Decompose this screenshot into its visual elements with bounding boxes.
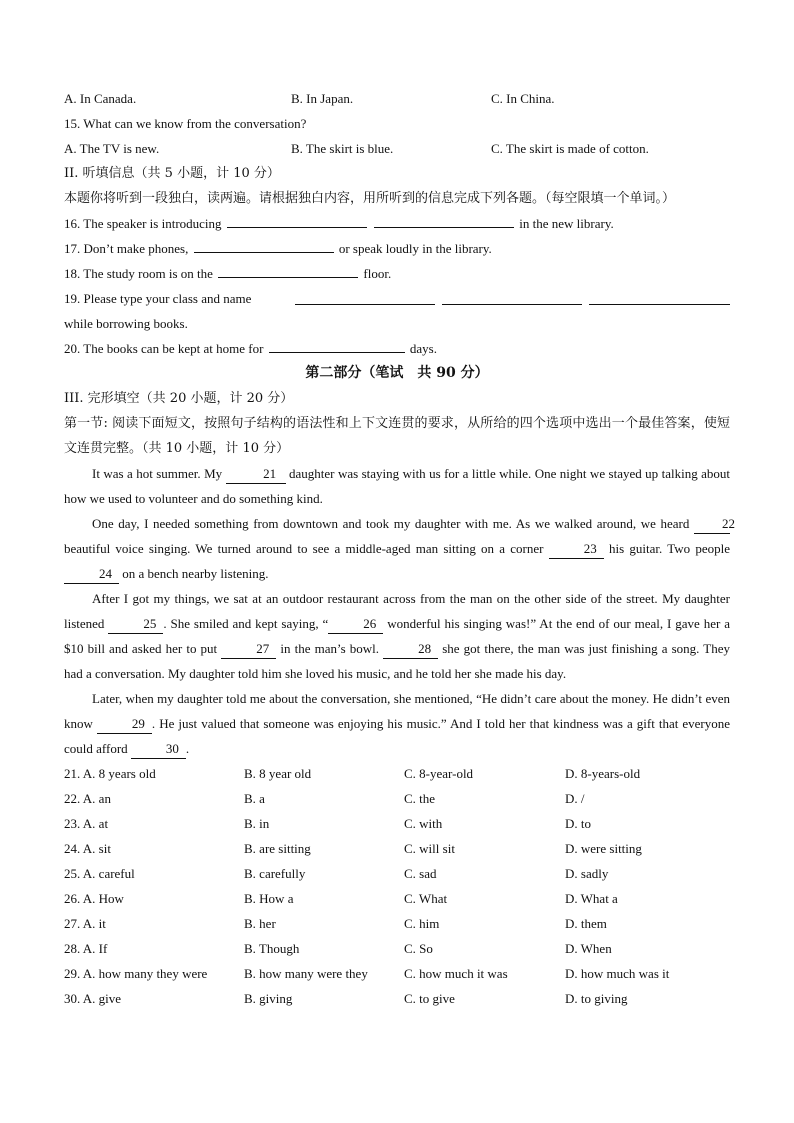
choice-row: 25. A. careful B. carefully C. sad D. sadly [64, 866, 609, 881]
question-16: 16. The speaker is introducing in the new library. [64, 211, 730, 236]
question-19-cont: while borrowing books. [64, 316, 188, 331]
choice-row: 23. A. at B. in C. with D. to [64, 816, 591, 831]
passage-paragraph-2: One day, I needed something from downtown and took my daughter with me. As we walked around, we heard 22 beautiful voice singing. We turned around to see a middle-aged man sitting on a corner 23 his guitar. Two people 24 on a bench nearby listening. [64, 511, 730, 586]
answer-blank [194, 238, 334, 253]
answer-blank [589, 290, 730, 305]
section-3-instructions: 第一节: 阅读下面短文，按照句子结构的语法性和上下文连贯的要求，从所给的四个选项中选出一个最佳答案，使短文连贯完整。（共 10 小题，计 10 分） [64, 416, 730, 456]
part-2-title: 第二部分（笔试 共 90 分） [305, 365, 489, 381]
q15-options [64, 136, 730, 161]
option-a: A. The TV is new. [64, 141, 160, 156]
blank-25: 25 [108, 615, 163, 634]
question-17: 17. Don’t make phones, or speak loudly in the library. [64, 236, 730, 261]
option-c: C. The skirt is made of cotton. [491, 141, 649, 156]
answer-blank [218, 263, 358, 278]
blank-23: 23 [549, 540, 604, 559]
question-15: 15. What can we know from the conversation? [64, 116, 307, 131]
blank-21: 21 [226, 465, 286, 484]
question-18: 18. The study room is on the floor. [64, 261, 730, 286]
blank-29: 29 [97, 715, 152, 734]
option-b: B. In Japan. [291, 91, 354, 106]
option-b: B. The skirt is blue. [291, 141, 394, 156]
choice-row: 22. A. an B. a C. the D. / [64, 791, 585, 806]
option-c: C. In China. [491, 91, 555, 106]
choice-row: 29. A. how many they were B. how many were they C. how much it was D. how much was it [64, 966, 670, 981]
choices-list [64, 761, 730, 1011]
answer-blank [442, 290, 582, 305]
question-19: 19. Please type your class and name [64, 286, 730, 311]
passage-paragraph-4: Later, when my daughter told me about the conversation, she mentioned, “He didn’t care about the money. He didn’t even know 29 . He just valued that someone was enjoying his music.” And I told her that kindness was a gift that everyone could afford 30 . [64, 686, 730, 761]
choice-row: 27. A. it B. her C. him D. them [64, 916, 607, 931]
passage-paragraph-1: It was a hot summer. My 21 daughter was staying with us for a little while. One night we stayed up talking about how we used to volunteer and do something kind. [64, 466, 731, 506]
choice-row: 26. A. How B. How a C. What D. What a [64, 891, 618, 906]
section-2-instructions: 本题你将听到一段独白，读两遍。请根据独白内容，用所听到的信息完成下列各题。（每空限填一个单词。） [64, 191, 676, 206]
question-20: 20. The books can be kept at home for days. [64, 336, 730, 361]
choice-row: 28. A. If B. Though C. So D. When [64, 941, 612, 956]
blank-26: 26 [328, 615, 383, 634]
answer-blank [227, 213, 367, 228]
blank-24: 24 [64, 565, 119, 584]
answer-blank [295, 290, 435, 305]
exam-page [64, 86, 736, 1011]
section-2-title: II. 听填信息（共 5 小题，计 10 分） [64, 166, 280, 181]
choice-row: 24. A. sit B. are sitting C. will sit D. were sitting [64, 841, 642, 856]
blank-30: 30 [131, 740, 186, 759]
answer-blank [269, 338, 405, 353]
option-a: A. In Canada. [64, 91, 137, 106]
blank-28: 28 [383, 640, 438, 659]
section-3-title: III. 完形填空（共 20 小题，计 20 分） [64, 391, 294, 406]
blank-22: 22 [694, 515, 730, 534]
passage-paragraph-3: After I got my things, we sat at an outdoor restaurant across from the man on the other side of the street. My daughter listened 25 . She smiled and kept saying, “ 26 wonderful his singing was!” At the end of our meal, I gave her a $10 bill and asked her to put 27 in the man’s bowl. 28 she got there, the man was just finishing a song. They had a conversation. My daughter told him she loved his music, and he told her she made his day. [64, 591, 731, 681]
q14-options [64, 86, 730, 111]
choice-row: 30. A. give B. giving C. to give D. to giving [64, 991, 628, 1006]
choice-row: 21. A. 8 years old B. 8 year old C. 8-year-old D. 8-years-old [64, 766, 641, 781]
blank-27: 27 [221, 640, 276, 659]
answer-blank [374, 213, 514, 228]
